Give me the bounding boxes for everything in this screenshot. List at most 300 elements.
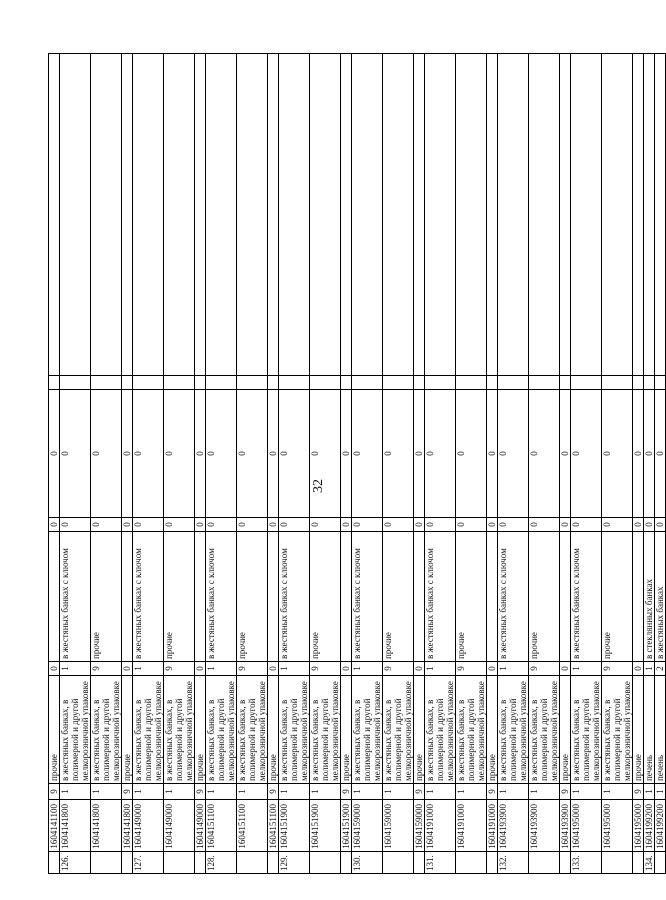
sub-description-cell: в жестяных банках с ключом (133, 532, 164, 662)
empty-cell (91, 376, 122, 390)
sub-description-cell: в жестяных банках с ключом (352, 532, 383, 662)
packaging-description-cell: в жестяных банках, в полимерной и другой мелкорозничной упаковке (602, 676, 633, 784)
level-two-code-cell: 0 (122, 662, 133, 676)
row-number-cell: 131. (425, 852, 456, 874)
value-one-cell: 0 (414, 518, 425, 532)
last-value-cell (279, 54, 310, 376)
level-two-code-cell: 0 (560, 662, 571, 676)
level-one-code-cell: 1 (310, 784, 341, 800)
table-row (383, 54, 414, 874)
value-one-cell: 0 (268, 518, 279, 532)
table-row (633, 54, 644, 874)
scanned-table-sheet (48, 54, 665, 874)
packaging-description-cell: в жестяных банках, в полимерной и другой мелкорозничной упаковке (383, 676, 414, 784)
product-code-cell: 1604199200 (655, 800, 666, 852)
value-one-cell: 0 (279, 518, 310, 532)
empty-cell (456, 376, 487, 390)
level-two-code-cell: 9 (91, 662, 122, 676)
sub-description-cell: прочие (456, 532, 487, 662)
level-two-code-cell: 9 (164, 662, 195, 676)
row-number-cell (310, 852, 341, 874)
packaging-description-cell: в жестяных банках, в полимерной и другой мелкорозничной упаковке (425, 676, 456, 784)
packaging-description-cell: прочие (49, 676, 60, 784)
empty-cell (529, 376, 560, 390)
product-code-cell: 1604141800 (122, 800, 133, 852)
row-number-cell (341, 852, 352, 874)
level-two-code-cell: 9 (383, 662, 414, 676)
row-number-cell (633, 852, 644, 874)
value-one-cell: 0 (560, 518, 571, 532)
packaging-description-cell: прочие (414, 676, 425, 784)
level-two-code-cell: 1 (571, 662, 602, 676)
table-row (49, 54, 60, 874)
row-number-cell (122, 852, 133, 874)
product-code-cell: 1604191000 (487, 800, 498, 852)
page-number: 32 (311, 479, 326, 493)
level-two-code-cell: 1 (498, 662, 529, 676)
last-value-cell (91, 54, 122, 376)
product-code-cell: 1604151100 (268, 800, 279, 852)
sub-description-cell: в стеклянных банках (644, 532, 655, 662)
product-code-cell: 1604195000 (633, 800, 644, 852)
table-row (571, 54, 602, 874)
product-code-cell: 1604141800 (60, 800, 91, 852)
sub-description-cell (560, 532, 571, 662)
level-two-code-cell: 9 (529, 662, 560, 676)
last-value-cell (49, 54, 60, 376)
product-code-cell: 1604149000 (164, 800, 195, 852)
value-two-cell: 0 (60, 390, 91, 518)
row-number-cell (383, 852, 414, 874)
last-value-cell (352, 54, 383, 376)
value-two-cell: 0 (571, 390, 602, 518)
value-two-cell: 0 (529, 390, 560, 518)
product-code-cell: 1604159000 (383, 800, 414, 852)
product-code-cell: 1604149000 (133, 800, 164, 852)
packaging-description-cell: в жестяных банках, в полимерной и другой мелкорозничной упаковке (133, 676, 164, 784)
table-body (49, 54, 666, 874)
last-value-cell (602, 54, 633, 376)
value-two-cell: 0 (133, 390, 164, 518)
level-two-code-cell: 9 (310, 662, 341, 676)
table-row (529, 54, 560, 874)
last-value-cell (633, 54, 644, 376)
level-one-code-cell: 1 (237, 784, 268, 800)
packaging-description-cell: в жестяных банках, в полимерной и другой мелкорозничной упаковке (164, 676, 195, 784)
level-two-code-cell: 0 (49, 662, 60, 676)
value-two-cell: 0 (341, 390, 352, 518)
level-two-code-cell: 2 (655, 662, 666, 676)
row-number-cell: 129. (279, 852, 310, 874)
empty-cell (133, 376, 164, 390)
row-number-cell (602, 852, 633, 874)
row-number-cell: 133. (571, 852, 602, 874)
last-value-cell (60, 54, 91, 376)
sub-description-cell (633, 532, 644, 662)
packaging-description-cell: прочие (122, 676, 133, 784)
product-code-cell: 1604151900 (310, 800, 341, 852)
product-code-cell: 1604151100 (237, 800, 268, 852)
value-one-cell: 0 (164, 518, 195, 532)
table-row (122, 54, 133, 874)
empty-cell (560, 376, 571, 390)
level-one-code-cell: 1 (456, 784, 487, 800)
value-two-cell: 0 (49, 390, 60, 518)
last-value-cell (310, 54, 341, 376)
table-row (133, 54, 164, 874)
level-two-code-cell: 1 (425, 662, 456, 676)
packaging-description-cell: в жестяных банках, в полимерной и другой мелкорозничной упаковке (310, 676, 341, 784)
row-number-cell: 134. (644, 852, 655, 874)
product-code-cell: 1604193900 (529, 800, 560, 852)
sub-description-cell: в жестяных банках с ключом (60, 532, 91, 662)
level-one-code-cell: 9 (487, 784, 498, 800)
level-one-code-cell: 1 (425, 784, 456, 800)
value-one-cell: 0 (133, 518, 164, 532)
empty-cell (425, 376, 456, 390)
product-code-cell: 1604195000 (602, 800, 633, 852)
row-number-cell: 128. (206, 852, 237, 874)
value-one-cell: 0 (237, 518, 268, 532)
last-value-cell (383, 54, 414, 376)
row-number-cell (91, 852, 122, 874)
table-row (414, 54, 425, 874)
empty-cell (498, 376, 529, 390)
row-number-cell (49, 852, 60, 874)
value-one-cell: 0 (529, 518, 560, 532)
row-number-cell (195, 852, 206, 874)
empty-cell (487, 376, 498, 390)
value-one-cell: 0 (456, 518, 487, 532)
level-one-code-cell: 1 (383, 784, 414, 800)
sub-description-cell: в жестяных банках с ключом (571, 532, 602, 662)
level-one-code-cell: 9 (341, 784, 352, 800)
table-row (456, 54, 487, 874)
sub-description-cell: прочие (237, 532, 268, 662)
sub-description-cell (487, 532, 498, 662)
product-code-cell: 1604149000 (195, 800, 206, 852)
level-two-code-cell: 0 (633, 662, 644, 676)
row-number-cell (487, 852, 498, 874)
last-value-cell (425, 54, 456, 376)
value-one-cell: 0 (60, 518, 91, 532)
last-value-cell (341, 54, 352, 376)
packaging-description-cell: прочие (560, 676, 571, 784)
level-one-code-cell: 1 (164, 784, 195, 800)
value-two-cell: 0 (456, 390, 487, 518)
packaging-description-cell: прочие (341, 676, 352, 784)
packaging-description-cell: в жестяных банках, в полимерной и другой мелкорозничной упаковке (237, 676, 268, 784)
empty-cell (49, 376, 60, 390)
packaging-description-cell: в жестяных банках, в полимерной и другой мелкорозничной упаковке (352, 676, 383, 784)
sub-description-cell: прочие (91, 532, 122, 662)
table-row (655, 54, 666, 874)
level-two-code-cell: 1 (352, 662, 383, 676)
table-row (91, 54, 122, 874)
last-value-cell (237, 54, 268, 376)
value-two-cell: 0 (602, 390, 633, 518)
last-value-cell (164, 54, 195, 376)
product-code-cell: 1604151100 (206, 800, 237, 852)
value-one-cell: 0 (633, 518, 644, 532)
packaging-description-cell: в жестяных банках, в полимерной и другой мелкорозничной упаковке (91, 676, 122, 784)
empty-cell (164, 376, 195, 390)
row-number-cell (237, 852, 268, 874)
level-two-code-cell: 9 (602, 662, 633, 676)
rotated-table-wrapper (48, 54, 665, 874)
level-two-code-cell: 9 (456, 662, 487, 676)
value-two-cell: 0 (560, 390, 571, 518)
product-code-cell: 1604151900 (279, 800, 310, 852)
level-two-code-cell: 0 (268, 662, 279, 676)
packaging-description-cell: в жестяных банках, в полимерной и другой мелкорозничной упаковке (529, 676, 560, 784)
value-two-cell: 0 (425, 390, 456, 518)
level-one-code-cell: 9 (560, 784, 571, 800)
last-value-cell (571, 54, 602, 376)
table-row (560, 54, 571, 874)
value-one-cell: 0 (91, 518, 122, 532)
sub-description-cell: в жестяных банках с ключом (206, 532, 237, 662)
last-value-cell (133, 54, 164, 376)
product-code-cell: 1604191000 (456, 800, 487, 852)
sub-description-cell: прочие (529, 532, 560, 662)
level-one-code-cell: 9 (49, 784, 60, 800)
value-two-cell: 0 (164, 390, 195, 518)
last-value-cell (487, 54, 498, 376)
last-value-cell (268, 54, 279, 376)
table-row (498, 54, 529, 874)
value-one-cell: 0 (487, 518, 498, 532)
level-one-code-cell: 1 (571, 784, 602, 800)
value-two-cell: 0 (237, 390, 268, 518)
level-one-code-cell: 1 (133, 784, 164, 800)
sub-description-cell: прочие (310, 532, 341, 662)
sub-description-cell: в жестяных банках с ключом (498, 532, 529, 662)
packaging-description-cell: печень (655, 676, 666, 784)
empty-cell (633, 376, 644, 390)
row-number-cell (560, 852, 571, 874)
product-code-cell: 1604193900 (560, 800, 571, 852)
level-two-code-cell: 1 (133, 662, 164, 676)
table-row (206, 54, 237, 874)
level-one-code-cell: 1 (91, 784, 122, 800)
level-one-code-cell: 1 (206, 784, 237, 800)
table-row (60, 54, 91, 874)
level-two-code-cell: 1 (644, 662, 655, 676)
packaging-description-cell: в жестяных банках, в полимерной и другой мелкорозничной упаковке (279, 676, 310, 784)
level-two-code-cell: 1 (206, 662, 237, 676)
empty-cell (383, 376, 414, 390)
level-two-code-cell: 9 (237, 662, 268, 676)
table-row (352, 54, 383, 874)
value-two-cell: 0 (310, 390, 341, 518)
sub-description-cell (49, 532, 60, 662)
level-one-code-cell: 1 (644, 784, 655, 800)
empty-cell (414, 376, 425, 390)
table-row (644, 54, 655, 874)
empty-cell (352, 376, 383, 390)
last-value-cell (498, 54, 529, 376)
empty-cell (122, 376, 133, 390)
packaging-description-cell: прочие (195, 676, 206, 784)
table-row (268, 54, 279, 874)
last-value-cell (206, 54, 237, 376)
sub-description-cell: в жестяных банках с ключом (279, 532, 310, 662)
table-row (341, 54, 352, 874)
product-code-cell: 1604141100 (49, 800, 60, 852)
value-one-cell: 0 (602, 518, 633, 532)
level-one-code-cell: 1 (279, 784, 310, 800)
level-one-code-cell: 1 (60, 784, 91, 800)
level-one-code-cell: 9 (195, 784, 206, 800)
last-value-cell (655, 54, 666, 376)
value-one-cell: 0 (49, 518, 60, 532)
row-number-cell: 127. (133, 852, 164, 874)
last-value-cell (456, 54, 487, 376)
empty-cell (310, 376, 341, 390)
empty-cell (571, 376, 602, 390)
value-two-cell: 0 (352, 390, 383, 518)
sub-description-cell: в жестяных банках (655, 532, 666, 662)
product-code-cell: 1604193900 (498, 800, 529, 852)
value-one-cell: 0 (498, 518, 529, 532)
level-one-code-cell: 1 (602, 784, 633, 800)
row-number-cell (268, 852, 279, 874)
value-one-cell: 0 (425, 518, 456, 532)
table-row (425, 54, 456, 874)
level-two-code-cell: 0 (414, 662, 425, 676)
value-one-cell: 0 (655, 518, 666, 532)
row-number-cell: 130. (352, 852, 383, 874)
tariff-code-table (48, 53, 666, 874)
packaging-description-cell: в жестяных банках, в полимерной и другой мелкорозничной упаковке (456, 676, 487, 784)
row-number-cell (164, 852, 195, 874)
product-code-cell: 1604159000 (414, 800, 425, 852)
value-two-cell: 0 (122, 390, 133, 518)
value-one-cell: 0 (341, 518, 352, 532)
empty-cell (341, 376, 352, 390)
table-row (279, 54, 310, 874)
value-one-cell: 0 (310, 518, 341, 532)
value-two-cell: 0 (206, 390, 237, 518)
product-code-cell: 1604151900 (341, 800, 352, 852)
row-number-cell: 132. (498, 852, 529, 874)
level-one-code-cell: 1 (352, 784, 383, 800)
empty-cell (655, 376, 666, 390)
packaging-description-cell: прочие (487, 676, 498, 784)
sub-description-cell: прочие (383, 532, 414, 662)
empty-cell (644, 376, 655, 390)
sub-description-cell: прочие (602, 532, 633, 662)
level-one-code-cell: 1 (498, 784, 529, 800)
empty-cell (60, 376, 91, 390)
value-one-cell: 0 (206, 518, 237, 532)
empty-cell (237, 376, 268, 390)
sub-description-cell (414, 532, 425, 662)
product-code-cell: 1604159000 (352, 800, 383, 852)
value-two-cell: 0 (268, 390, 279, 518)
product-code-cell: 1604191000 (425, 800, 456, 852)
last-value-cell (414, 54, 425, 376)
packaging-description-cell: в жестяных банках, в полимерной и другой мелкорозничной упаковке (206, 676, 237, 784)
sub-description-cell (195, 532, 206, 662)
product-code-cell: 1604195000 (571, 800, 602, 852)
level-one-code-cell: 9 (122, 784, 133, 800)
value-two-cell: 0 (279, 390, 310, 518)
packaging-description-cell: в жестяных банках, в полимерной и другой мелкорозничной упаковке (60, 676, 91, 784)
row-number-cell (529, 852, 560, 874)
empty-cell (279, 376, 310, 390)
value-two-cell: 0 (91, 390, 122, 518)
level-two-code-cell: 0 (195, 662, 206, 676)
packaging-description-cell: печень (644, 676, 655, 784)
empty-cell (268, 376, 279, 390)
last-value-cell (560, 54, 571, 376)
value-two-cell: 0 (655, 390, 666, 518)
empty-cell (195, 376, 206, 390)
packaging-description-cell: прочие (268, 676, 279, 784)
level-two-code-cell: 0 (487, 662, 498, 676)
last-value-cell (195, 54, 206, 376)
packaging-description-cell: в жестяных банках, в полимерной и другой мелкорозничной упаковке (498, 676, 529, 784)
value-one-cell: 0 (352, 518, 383, 532)
value-two-cell: 0 (383, 390, 414, 518)
sub-description-cell (268, 532, 279, 662)
last-value-cell (529, 54, 560, 376)
value-two-cell: 0 (487, 390, 498, 518)
empty-cell (206, 376, 237, 390)
level-two-code-cell: 1 (60, 662, 91, 676)
value-two-cell: 0 (414, 390, 425, 518)
product-code-cell: 1604199200 (644, 800, 655, 852)
value-two-cell: 0 (498, 390, 529, 518)
sub-description-cell (122, 532, 133, 662)
product-code-cell: 1604141800 (91, 800, 122, 852)
table-row (310, 54, 341, 874)
value-one-cell: 0 (571, 518, 602, 532)
packaging-description-cell: в жестяных банках, в полимерной и другой мелкорозничной упаковке (571, 676, 602, 784)
level-one-code-cell: 1 (529, 784, 560, 800)
row-number-cell (414, 852, 425, 874)
last-value-cell (644, 54, 655, 376)
value-one-cell: 0 (644, 518, 655, 532)
table-row (237, 54, 268, 874)
value-two-cell: 0 (644, 390, 655, 518)
level-one-code-cell: 9 (414, 784, 425, 800)
value-one-cell: 0 (383, 518, 414, 532)
value-one-cell: 0 (122, 518, 133, 532)
value-two-cell: 0 (633, 390, 644, 518)
value-two-cell: 0 (195, 390, 206, 518)
level-two-code-cell: 1 (279, 662, 310, 676)
packaging-description-cell: прочие (633, 676, 644, 784)
table-row (487, 54, 498, 874)
sub-description-cell: в жестяных банках с ключом (425, 532, 456, 662)
level-one-code-cell: 9 (268, 784, 279, 800)
sub-description-cell (341, 532, 352, 662)
table-row (195, 54, 206, 874)
last-value-cell (122, 54, 133, 376)
table-row (602, 54, 633, 874)
row-number-cell (456, 852, 487, 874)
row-number-cell: 126. (60, 852, 91, 874)
row-number-cell (655, 852, 666, 874)
level-one-code-cell: 9 (633, 784, 644, 800)
value-one-cell: 0 (195, 518, 206, 532)
table-row (164, 54, 195, 874)
level-two-code-cell: 0 (341, 662, 352, 676)
sub-description-cell: прочие (164, 532, 195, 662)
